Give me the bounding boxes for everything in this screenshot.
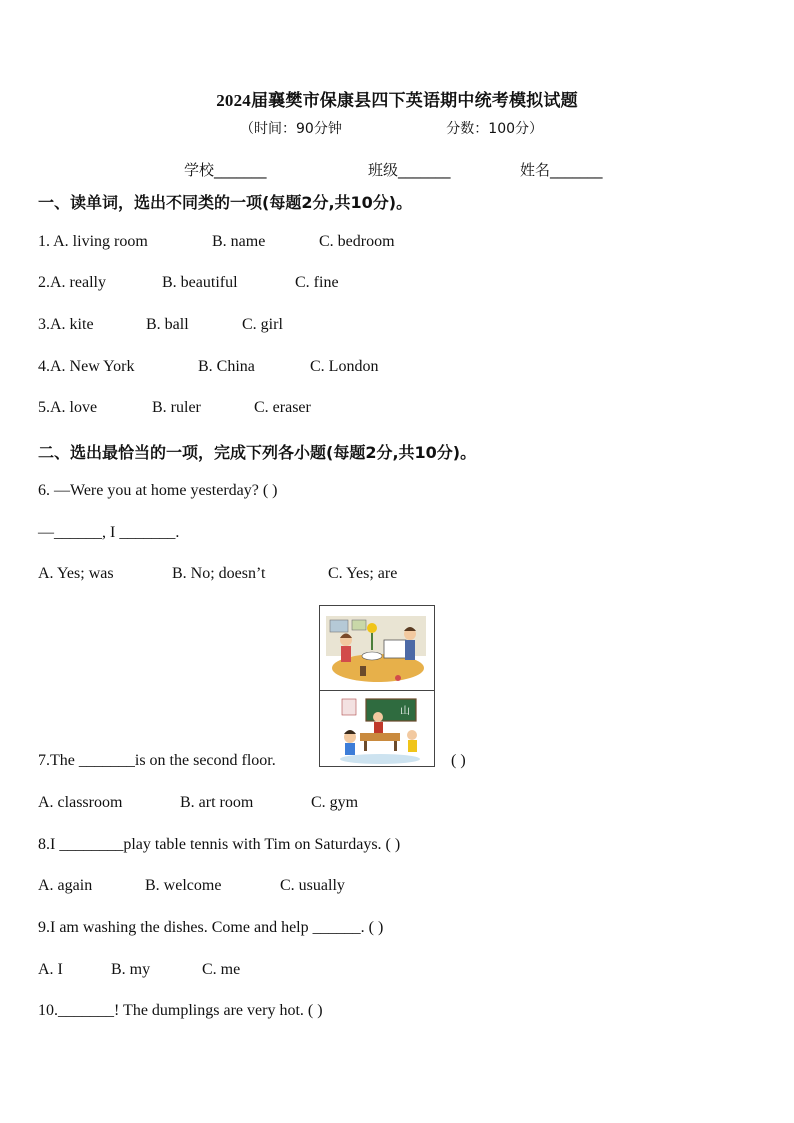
question-2 bbox=[38, 274, 339, 292]
question-10-stem: 10._______! The dumplings are very hot. ( ) bbox=[38, 1002, 323, 1019]
q7-option-a: A. classroom bbox=[38, 794, 123, 811]
question-9-stem: 9.I am washing the dishes. Come and help ______. ( ) bbox=[38, 919, 384, 936]
question-8-options bbox=[38, 877, 345, 895]
exam-time: （时间：90分钟 bbox=[240, 121, 342, 137]
q1-option-b: B. name bbox=[212, 233, 266, 250]
question-6-stem: 6. —Were you at home yesterday? ( ) bbox=[38, 482, 278, 499]
q6-option-b: B. No; doesn’t bbox=[172, 565, 266, 582]
svg-text:山: 山 bbox=[400, 706, 410, 717]
question-5 bbox=[38, 399, 311, 417]
q8-option-c: C. usually bbox=[280, 877, 345, 894]
q3-option-b: B. ball bbox=[146, 316, 189, 333]
q4-option-b: B. China bbox=[198, 358, 255, 375]
q3-option-a: 3.A. kite bbox=[38, 316, 94, 333]
q9-option-b: B. my bbox=[111, 961, 151, 978]
school-field: 学校_______ bbox=[184, 161, 267, 179]
q4-option-a: 4.A. New York bbox=[38, 358, 135, 375]
q6-option-a: A. Yes; was bbox=[38, 565, 114, 582]
classroom-picture bbox=[320, 691, 434, 767]
exam-score: 分数：100分） bbox=[446, 121, 544, 137]
q8-option-a: A. again bbox=[38, 877, 93, 894]
question-7-answer-paren: ( ) bbox=[451, 752, 466, 769]
question-9-options bbox=[38, 961, 240, 979]
q3-option-c: C. girl bbox=[242, 316, 283, 333]
question-7-stem: 7.The _______is on the second floor. bbox=[38, 752, 276, 769]
q9-option-c: C. me bbox=[202, 961, 241, 978]
section2-heading: 二、选出最恰当的一项，完成下列各小题(每题2分,共10分)。 bbox=[38, 443, 477, 462]
q6-option-c: C. Yes; are bbox=[328, 565, 398, 582]
q8-option-b: B. welcome bbox=[145, 877, 222, 894]
question-8-stem: 8.I ________play table tennis with Tim on Saturdays. ( ) bbox=[38, 836, 401, 853]
page-title: 2024届襄樊市保康县四下英语期中统考模拟试题 bbox=[216, 91, 578, 110]
art-room-picture bbox=[320, 606, 434, 690]
question-7-options bbox=[38, 794, 358, 812]
q2-option-a: 2.A. really bbox=[38, 274, 106, 291]
name-field: 姓名_______ bbox=[520, 161, 603, 179]
q7-option-b: B. art room bbox=[180, 794, 254, 811]
question-4 bbox=[38, 358, 378, 376]
q7-illustration bbox=[319, 605, 435, 767]
class-field: 班级_______ bbox=[368, 161, 451, 179]
question-6-blank: —______, I _______. bbox=[38, 524, 180, 541]
q1-option-c: C. bedroom bbox=[319, 233, 395, 250]
question-1 bbox=[38, 233, 395, 251]
exam-meta bbox=[240, 118, 543, 138]
q5-option-c: C. eraser bbox=[254, 399, 311, 416]
question-6-options bbox=[38, 565, 397, 583]
q9-option-a: A. I bbox=[38, 961, 63, 978]
q5-option-b: B. ruler bbox=[152, 399, 201, 416]
question-3 bbox=[38, 316, 283, 334]
q5-option-a: 5.A. love bbox=[38, 399, 98, 416]
q2-option-c: C. fine bbox=[295, 274, 339, 291]
q4-option-c: C. London bbox=[310, 358, 379, 375]
q7-option-c: C. gym bbox=[311, 794, 359, 811]
section1-heading: 一、读单词，选出不同类的一项(每题2分,共10分)。 bbox=[38, 193, 413, 212]
q1-option-a: 1. A. living room bbox=[38, 233, 148, 250]
q2-option-b: B. beautiful bbox=[162, 274, 238, 291]
